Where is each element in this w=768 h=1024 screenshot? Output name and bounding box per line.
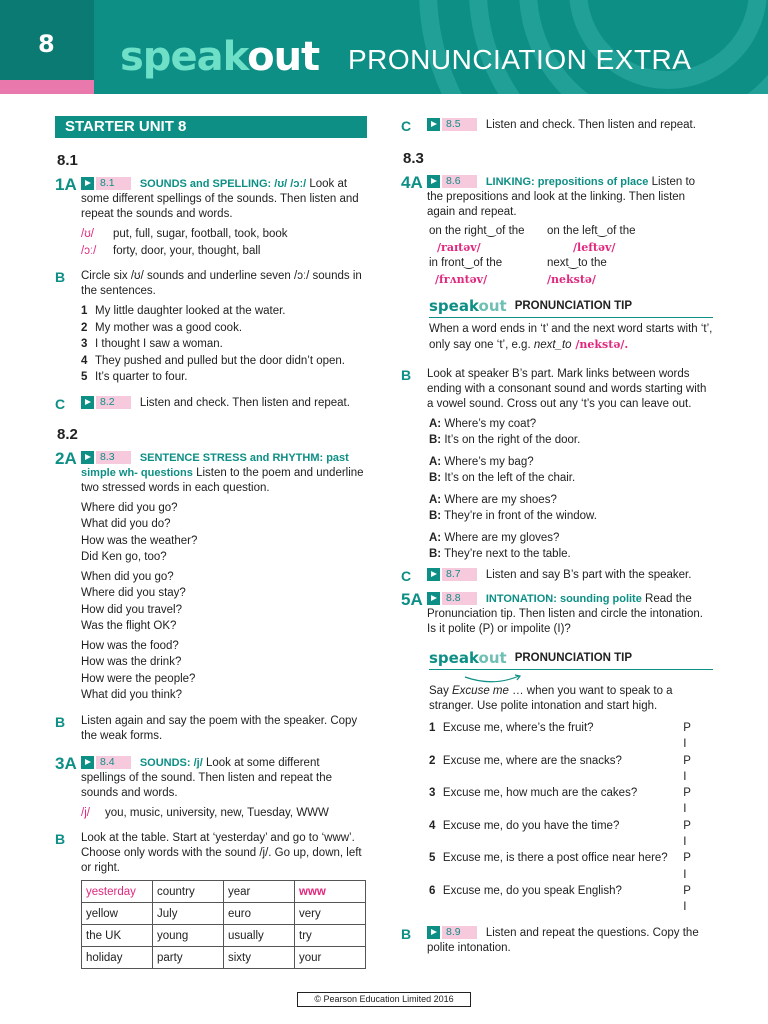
audio-track[interactable] bbox=[427, 926, 477, 939]
exercise-number: 1A bbox=[55, 175, 77, 194]
tip-text: When a word ends in ‘t’ and the next word starts with ‘t’, only say one ‘t’, e.g. next_to /nekstə/. bbox=[429, 323, 713, 351]
sound-words bbox=[81, 226, 367, 259]
pronunciation-tip-1 bbox=[429, 297, 713, 353]
table-cell: yesterday bbox=[82, 881, 153, 903]
exercise-5a bbox=[401, 592, 713, 637]
exercise-number: B bbox=[401, 925, 412, 942]
play-icon[interactable] bbox=[427, 175, 440, 188]
tip-label: PRONUNCIATION TIP bbox=[514, 652, 633, 664]
section-heading: 8.3 bbox=[403, 150, 424, 167]
table-row bbox=[82, 947, 366, 969]
exercise-instruction: Listen and repeat the questions. Copy the polite intonation. bbox=[427, 926, 699, 954]
track-number: 8.8 bbox=[442, 592, 477, 605]
exercise-4a bbox=[401, 175, 713, 220]
exercise-title: SOUNDS: /j/ bbox=[139, 756, 203, 769]
exercise-number: 3A bbox=[55, 753, 77, 773]
logo-part2: out bbox=[247, 34, 320, 80]
table-cell: try bbox=[295, 925, 366, 947]
page-title: PRONUNCIATION EXTRA bbox=[348, 44, 692, 75]
list-item: 5 Excuse me, is there a post office near here? P I bbox=[429, 850, 713, 883]
play-icon[interactable] bbox=[81, 396, 94, 409]
list-item: 1 Excuse me, where’s the fruit? P I bbox=[429, 720, 713, 753]
play-icon[interactable] bbox=[81, 451, 94, 464]
table-cell: holiday bbox=[82, 947, 153, 969]
table-cell: usually bbox=[224, 925, 295, 947]
word-list: put, full, sugar, football, took, book bbox=[113, 228, 288, 240]
speakout-logo-small: speakout bbox=[429, 297, 507, 315]
exercise-number: C bbox=[401, 568, 412, 584]
list-item: 2 Excuse me, where are the snacks? P I bbox=[429, 753, 713, 786]
question-list bbox=[429, 720, 713, 916]
table-cell: sixty bbox=[224, 947, 295, 969]
list-item: 6 Excuse me, do you speak English? P I bbox=[429, 883, 713, 916]
right-column bbox=[401, 118, 713, 960]
dialogue: A: Where’s my coat? B: It’s on the right of the door. bbox=[429, 418, 581, 446]
audio-track[interactable] bbox=[81, 177, 131, 190]
track-number: 8.7 bbox=[442, 568, 477, 581]
play-icon[interactable] bbox=[427, 592, 440, 605]
list-item: 4 They pushed and pulled but the door didn’t open. bbox=[81, 354, 345, 367]
answer-options[interactable]: P I bbox=[683, 722, 699, 751]
exercise-4b bbox=[401, 367, 713, 412]
table-cell: www bbox=[295, 881, 366, 903]
audio-track[interactable] bbox=[81, 451, 131, 464]
audio-track[interactable] bbox=[427, 175, 477, 188]
exercise-number: B bbox=[55, 269, 66, 285]
answer-options[interactable]: P I bbox=[683, 884, 699, 914]
exercise-number: 2A bbox=[55, 448, 77, 468]
table-cell: young bbox=[153, 925, 224, 947]
answer-options[interactable]: P I bbox=[683, 787, 699, 816]
audio-track[interactable] bbox=[81, 396, 131, 409]
exercise-title: SENTENCE STRESS and RHYTHM: past simple wh- questions bbox=[81, 451, 349, 479]
exercise-4c bbox=[401, 568, 713, 584]
exercise-2a bbox=[55, 448, 367, 496]
track-number: 8.2 bbox=[96, 396, 131, 409]
track-number: 8.9 bbox=[442, 926, 477, 939]
exercise-instruction: Listen and check. Then listen and repeat. bbox=[139, 396, 350, 409]
track-number: 8.1 bbox=[96, 177, 131, 190]
dialogue: A: Where are my gloves? B: They’re next to the table. bbox=[429, 532, 571, 560]
exercise-2b bbox=[55, 714, 367, 744]
starter-unit-title: STARTER UNIT 8 bbox=[55, 116, 367, 138]
answer-options[interactable]: P I bbox=[683, 852, 699, 881]
dialogue: A: Where are my shoes? B: They’re in front of the window. bbox=[429, 494, 597, 522]
list-item: 5 It’s quarter to four. bbox=[81, 371, 188, 383]
exercise-number: B bbox=[401, 367, 412, 383]
play-icon[interactable] bbox=[427, 568, 440, 581]
answer-options[interactable]: P I bbox=[683, 819, 699, 849]
exercise-instruction: Circle six /ʊ/ sounds and underline seven /ɔː/ sounds in the sentences. bbox=[81, 270, 362, 297]
stanza: When did you go? Where did you stay? How did you travel? Was the flight OK? bbox=[81, 570, 186, 632]
pink-bar bbox=[0, 80, 94, 94]
sentence-list bbox=[81, 303, 367, 386]
list-item: 1 My little daughter looked at the water. bbox=[81, 305, 286, 317]
list-item: 3 I thought I saw a woman. bbox=[81, 338, 223, 350]
table-cell: yellow bbox=[82, 903, 153, 925]
audio-track[interactable] bbox=[427, 118, 477, 131]
exercise-instruction: Look at the table. Start at ‘yesterday’ and go to ‘www’. Choose only words with the sound /j/. Go up, down, left or right. bbox=[81, 832, 362, 874]
track-number: 8.4 bbox=[96, 756, 131, 769]
exercise-number: C bbox=[401, 118, 412, 134]
tip-text: Say Excuse me … when you want to speak to a stranger. Use polite intonation and start high. bbox=[429, 685, 673, 712]
exercise-instruction: Listen again and say the poem with the speaker. Copy the weak forms. bbox=[81, 714, 358, 742]
logo-part1: speak bbox=[120, 34, 248, 80]
phonetic-symbol: /ɔː/ bbox=[81, 244, 97, 257]
stanza: Where did you go? What did you do? How was the weather? Did Ken go, too? bbox=[81, 501, 198, 563]
table-row bbox=[82, 903, 366, 925]
table-cell: very bbox=[295, 903, 366, 925]
exercise-instruction: Listen to the poem and underline two stressed words in each question. bbox=[81, 466, 364, 494]
word-list: you, music, university, new, Tuesday, WWW bbox=[105, 806, 329, 819]
exercise-number: C bbox=[55, 395, 66, 412]
exercise-1b bbox=[55, 269, 367, 299]
table-cell: party bbox=[153, 947, 224, 969]
exercise-instruction: Listen and check. Then listen and repeat. bbox=[485, 119, 696, 131]
track-number: 8.6 bbox=[442, 175, 477, 188]
table-cell: July bbox=[153, 903, 224, 925]
phonetic-symbol: /j/ bbox=[81, 806, 90, 819]
unit-number-box bbox=[0, 0, 94, 80]
dialogue: A: Where’s my bag? B: It’s on the left of the chair. bbox=[429, 456, 576, 484]
track-number: 8.3 bbox=[96, 451, 131, 464]
audio-track[interactable] bbox=[81, 756, 131, 769]
exercise-1c-8-5 bbox=[401, 118, 713, 134]
exercise-instruction: Listen to the prepositions and look at the linking. Then listen again and repeat. bbox=[427, 176, 696, 218]
table-row bbox=[82, 925, 366, 947]
sound-words bbox=[81, 805, 367, 822]
word-table bbox=[81, 880, 366, 969]
exercise-5b bbox=[401, 926, 713, 956]
pronunciation-tip-2 bbox=[429, 649, 713, 714]
speakout-logo-small: speakout bbox=[429, 649, 507, 667]
exercise-instruction: Look at some different spellings of the sounds. Then listen and repeat the sounds and words. bbox=[81, 178, 359, 220]
table-cell: year bbox=[224, 881, 295, 903]
play-icon[interactable] bbox=[427, 118, 440, 131]
list-item: 2 My mother was a good cook. bbox=[81, 321, 243, 334]
dialogues bbox=[429, 416, 713, 562]
table-row bbox=[82, 881, 366, 903]
section-heading: 8.1 bbox=[57, 152, 78, 169]
audio-track[interactable] bbox=[427, 568, 477, 581]
exercise-number: 4A bbox=[401, 173, 423, 192]
list-item: 4 Excuse me, do you have the time? P I bbox=[429, 818, 713, 851]
exercise-title: SOUNDS and SPELLING: /ʊ/ /ɔː/ bbox=[139, 178, 307, 190]
exercise-3a bbox=[55, 753, 367, 801]
speakout-logo bbox=[120, 34, 319, 80]
track-number: 8.5 bbox=[442, 118, 477, 131]
play-icon[interactable] bbox=[427, 926, 440, 939]
phonetic-symbol: /ʊ/ bbox=[81, 228, 94, 240]
exercise-instruction: Look at speaker B’s part. Mark links between words ending with a consonant sound and words starting with a vowel sound. Cross out any ‘t’s you can leave out. bbox=[427, 368, 707, 410]
table-cell: euro bbox=[224, 903, 295, 925]
intonation-arrow-icon bbox=[463, 674, 523, 684]
poem bbox=[81, 500, 367, 704]
exercise-instruction: Read the Pronunciation tip. Then listen and circle the intonation. Is it polite (P) or impolite (I)? bbox=[427, 593, 703, 635]
exercise-number: B bbox=[55, 713, 66, 730]
page-header bbox=[0, 0, 768, 94]
stanza: How was the food? How was the drink? How were the people? What did you think? bbox=[81, 639, 196, 701]
table-cell: country bbox=[153, 881, 224, 903]
linking-examples: on the right‿of the on the left‿of the /raɪtəv/ /leftəv/ in front‿of the next‿to the /frʌntəv/ /nekstə/ bbox=[429, 225, 636, 286]
play-icon[interactable] bbox=[81, 756, 94, 769]
unit-number: 8 bbox=[38, 30, 55, 58]
exercise-number: 5A bbox=[401, 590, 423, 609]
exercise-title: INTONATION: sounding polite bbox=[485, 593, 642, 605]
audio-track[interactable] bbox=[427, 592, 477, 605]
table-cell: your bbox=[295, 947, 366, 969]
table-cell: the UK bbox=[82, 925, 153, 947]
left-column bbox=[55, 110, 367, 969]
exercise-title: LINKING: prepositions of place bbox=[485, 176, 649, 188]
exercise-3b bbox=[55, 831, 367, 876]
exercise-1c bbox=[55, 396, 367, 412]
section-heading: 8.2 bbox=[57, 425, 78, 443]
tip-label: PRONUNCIATION TIP bbox=[514, 300, 633, 312]
exercise-instruction: Look at some different spellings of the sound. Then listen and repeat the sounds and words. bbox=[81, 756, 333, 799]
word-list: forty, door, your, thought, ball bbox=[113, 244, 261, 257]
answer-options[interactable]: P I bbox=[683, 754, 699, 783]
exercise-1a bbox=[55, 177, 367, 222]
copyright-footer: © Pearson Education Limited 2016 bbox=[297, 992, 471, 1007]
play-icon[interactable] bbox=[81, 177, 94, 190]
exercise-number: B bbox=[55, 831, 66, 847]
list-item: 3 Excuse me, how much are the cakes? P I bbox=[429, 785, 713, 818]
exercise-instruction: Listen and say B’s part with the speaker. bbox=[485, 569, 692, 581]
